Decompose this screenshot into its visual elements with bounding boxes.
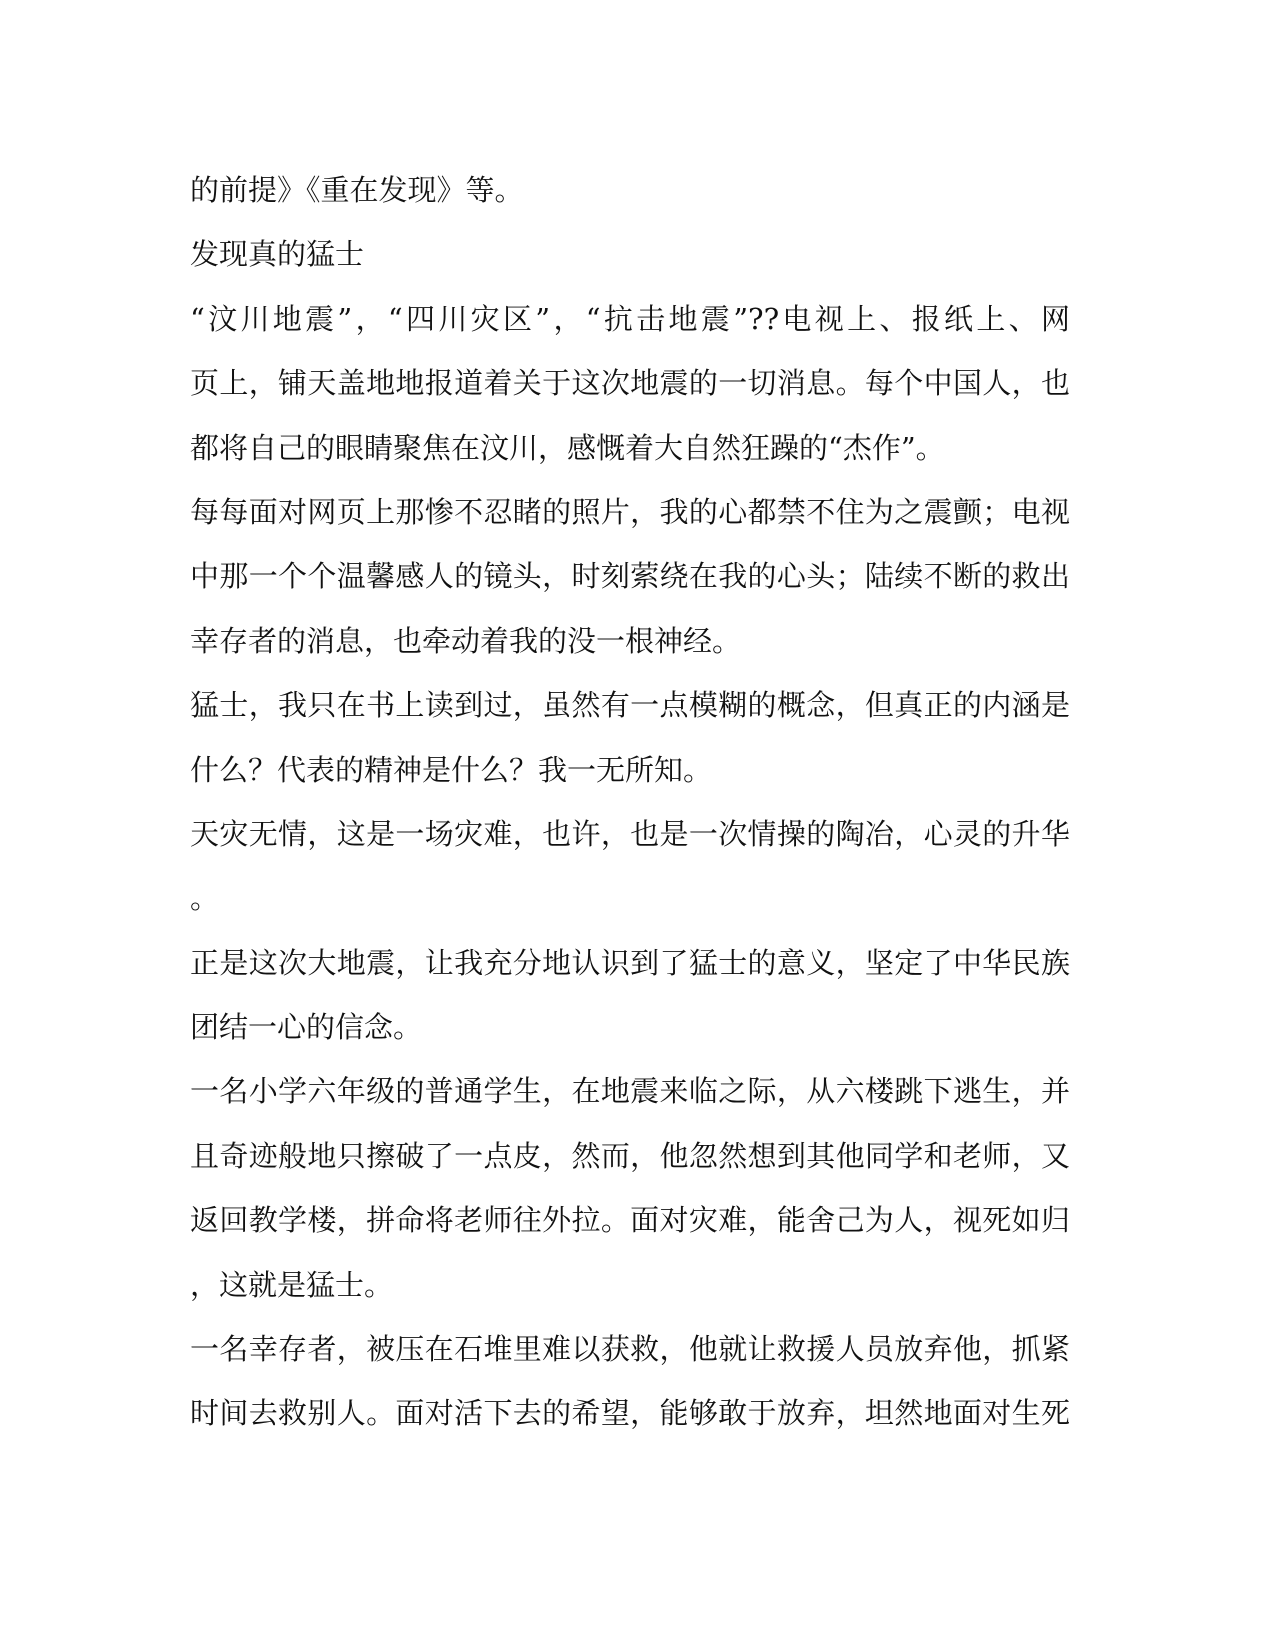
text-line: 中那一个个温馨感人的镜头，时刻萦绕在我的心头；陆续不断的救出 bbox=[190, 559, 1070, 594]
text-line: 一名幸存者，被压在石堆里难以获救，他就让救援人员放弃他，抓紧 bbox=[190, 1332, 1070, 1367]
text-line: 一名小学六年级的普通学生，在地震来临之际，从六楼跳下逃生，并 bbox=[190, 1074, 1070, 1109]
text-line: 什么？代表的精神是什么？我一无所知。 bbox=[190, 752, 713, 787]
text-line: 且奇迹般地只擦破了一点皮，然而，他忽然想到其他同学和老师，又 bbox=[190, 1138, 1070, 1173]
text-line: 猛士，我只在书上读到过，虽然有一点模糊的概念，但真正的内涵是 bbox=[190, 688, 1070, 723]
document-body bbox=[190, 158, 1070, 1446]
section-heading: 发现真的猛士 bbox=[190, 237, 365, 272]
text-line: 。 bbox=[190, 881, 220, 916]
text-line: 返回教学楼，拼命将老师往外拉。面对灾难，能舍己为人，视死如归 bbox=[190, 1203, 1070, 1238]
text-line: 正是这次大地震，让我充分地认识到了猛士的意义，坚定了中华民族 bbox=[190, 945, 1070, 980]
text-line: 都将自己的眼睛聚焦在汶川，感慨着大自然狂躁的“杰作”。 bbox=[190, 430, 945, 465]
text-line: 的前提》《重在发现》等。 bbox=[190, 173, 524, 207]
text-line: 每每面对网页上那惨不忍睹的照片，我的心都禁不住为之震颤；电视 bbox=[190, 494, 1070, 529]
text-line: 天灾无情，这是一场灾难，也许，也是一次情操的陶冶，心灵的升华 bbox=[190, 816, 1070, 851]
text-line: ，这就是猛士。 bbox=[190, 1267, 394, 1302]
text-line: 幸存者的消息，也牵动着我的没一根神经。 bbox=[190, 623, 742, 658]
text-line: “汶川地震”，“四川灾区”，“抗击地震”??电视上、报纸上、网 bbox=[190, 301, 1070, 336]
text-line: 团结一心的信念。 bbox=[190, 1010, 423, 1045]
text-line: 时间去救别人。面对活下去的希望，能够敢于放弃，坦然地面对生死 bbox=[190, 1396, 1070, 1431]
text-line: 页上，铺天盖地地报道着关于这次地震的一切消息。每个中国人，也 bbox=[190, 366, 1070, 401]
